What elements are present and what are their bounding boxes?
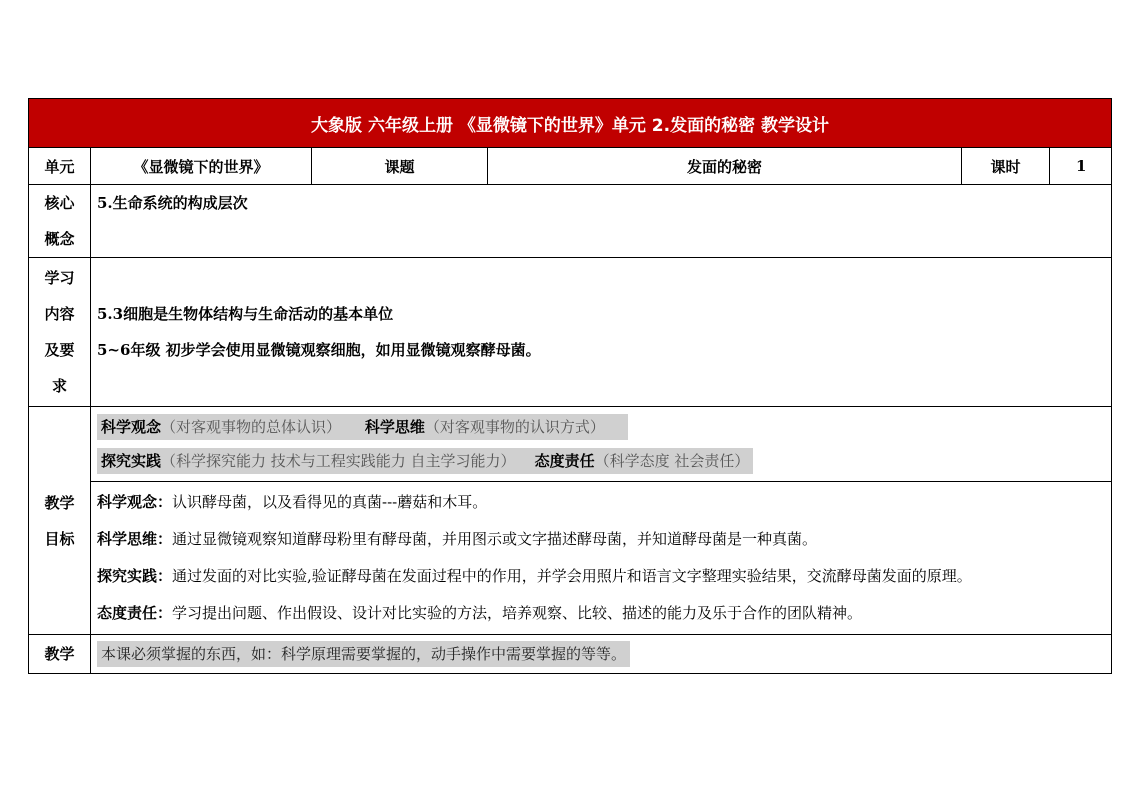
goal-item xyxy=(97,558,1105,595)
goal-title: 科学观念： xyxy=(97,493,173,511)
objectives-dimensions-row xyxy=(29,407,1112,482)
period-label: 课时 xyxy=(962,148,1050,185)
topic-label: 课题 xyxy=(312,148,488,185)
goal-title: 探究实践： xyxy=(97,567,173,585)
dimension-desc: （科学探究能力 技术与工程实践能力 自主学习能力） xyxy=(161,452,516,470)
lesson-plan-sheet xyxy=(28,98,1111,674)
key-points-label: 教学 xyxy=(29,635,91,674)
core-concept-row xyxy=(29,185,1112,258)
objectives-label-line: 教学 xyxy=(44,493,75,512)
dimension-desc: （对客观事物的认识方式） xyxy=(424,418,605,436)
core-concept-label-line: 核心 xyxy=(44,194,75,212)
document-title: 大象版 六年级上册 《显微镜下的世界》单元 2.发面的秘密 教学设计 xyxy=(29,99,1112,148)
goal-title: 态度责任： xyxy=(97,604,173,622)
goal-item xyxy=(97,484,1105,521)
learning-content-line: 5~6年级 初步学会使用显微镜观察细胞，如用显微镜观察酵母菌。 xyxy=(97,341,541,359)
dimensions-line-2 xyxy=(97,448,753,474)
core-concept-text: 5.生命系统的构成层次 xyxy=(97,194,248,212)
lesson-plan-table xyxy=(28,98,1112,674)
learning-content-label xyxy=(29,258,91,407)
goal-text: 学习提出问题、作出假设、设计对比实验的方法，培养观察、比较、描述的能力及乐于合作的团队精神。 xyxy=(172,604,863,622)
learning-content-label-line: 内容 xyxy=(44,305,75,323)
dimension-title: 态度责任 xyxy=(534,452,595,470)
goal-item xyxy=(97,595,1105,632)
period-value: 1 xyxy=(1050,148,1112,185)
dimension-title: 科学观念 xyxy=(101,418,162,436)
core-concept-label-line: 概念 xyxy=(44,230,75,248)
goal-text: 认识酵母菌，以及看得见的真菌---蘑菇和木耳。 xyxy=(172,493,488,511)
learning-content-row xyxy=(29,258,1112,407)
key-points-text: 本课必须掌握的东西，如：科学原理需要掌握的，动手操作中需要掌握的等等。 xyxy=(97,641,630,667)
learning-content-line: 5.3细胞是生物体结构与生命活动的基本单位 xyxy=(97,305,394,323)
objectives-label xyxy=(29,407,91,635)
unit-label: 单元 xyxy=(29,148,91,185)
learning-content-label-line: 求 xyxy=(51,377,67,395)
dimension-desc: （科学态度 社会责任） xyxy=(594,452,750,470)
goal-text: 通过发面的对比实验,验证酵母菌在发面过程中的作用，并学会用照片和语言文字整理实验结果，交流酵母菌发面的原理。 xyxy=(172,567,972,585)
unit-value: 《显微镜下的世界》 xyxy=(91,148,312,185)
learning-content-label-line: 及要 xyxy=(44,341,75,359)
objectives-goals-row xyxy=(29,482,1112,635)
title-row xyxy=(29,99,1112,148)
goal-item xyxy=(97,521,1105,558)
objectives-label-line: 目标 xyxy=(44,529,75,548)
key-points-row xyxy=(29,635,1112,674)
dimension-title: 探究实践 xyxy=(101,452,162,470)
objectives-dimensions xyxy=(91,407,1112,482)
learning-content-value xyxy=(91,258,1112,407)
header-row xyxy=(29,148,1112,185)
dimension-desc: （对客观事物的总体认识） xyxy=(161,418,342,436)
learning-content-label-line: 学习 xyxy=(44,269,75,287)
dimensions-line-1 xyxy=(97,414,628,440)
objectives-goals xyxy=(91,482,1112,635)
goal-title: 科学思维： xyxy=(97,530,173,548)
dimension-title: 科学思维 xyxy=(364,418,425,436)
core-concept-value xyxy=(91,185,1112,258)
core-concept-label xyxy=(29,185,91,258)
goal-text: 通过显微镜观察知道酵母粉里有酵母菌，并用图示或文字描述酵母菌，并知道酵母菌是一种真菌。 xyxy=(172,530,818,548)
topic-value: 发面的秘密 xyxy=(488,148,962,185)
key-points-value xyxy=(91,635,1112,674)
